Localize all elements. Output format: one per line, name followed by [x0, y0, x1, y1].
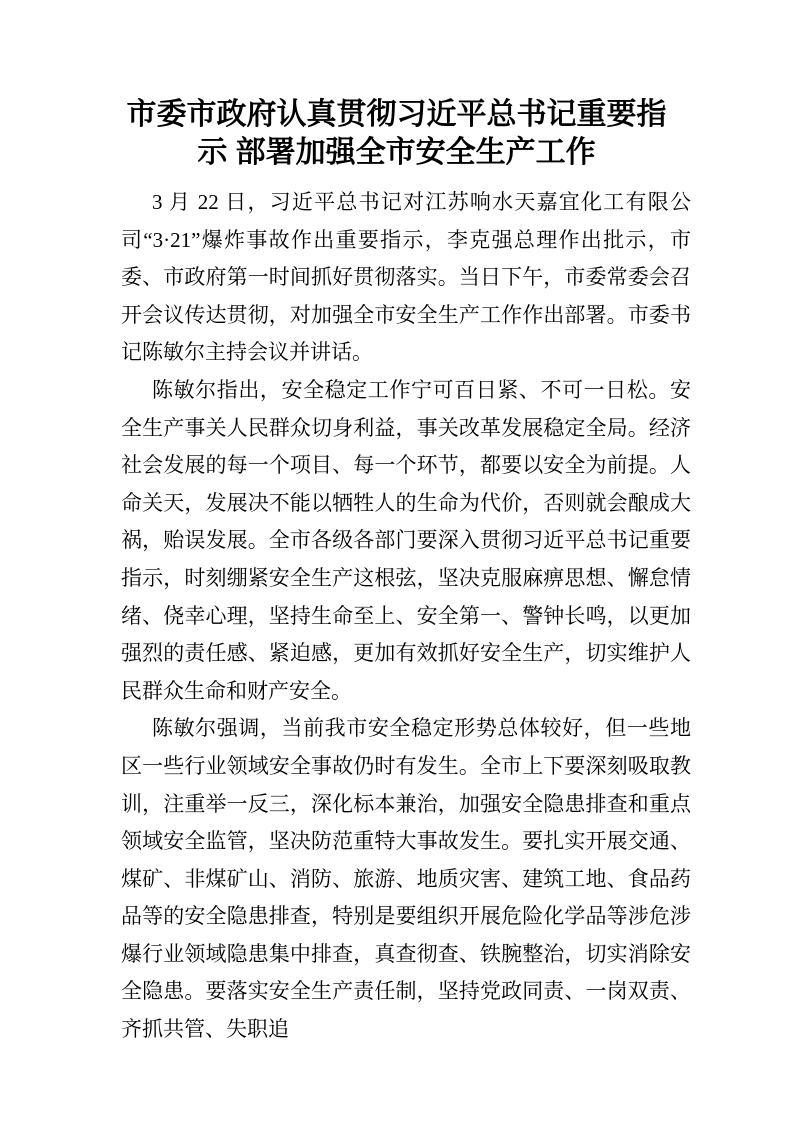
document-title: 市委市政府认真贯彻习近平总书记重要指示 部署加强全市安全生产工作 — [126, 98, 667, 169]
paragraph-3-truncated: 陈敏尔强调，当前我市安全稳定形势总体较好，但一些地区一些行业领域安全事故仍时有发生。全市上下要深刻吸取教训，注重举一反三，深化标本兼治，加强安全隐患排查和重点领域安全监管，坚决防范重特大事故发生。要扎实开展交通、煤矿、非煤矿山、消防、旅游、地质灾害、建筑工地、食品药品等的安全隐患排查，特别是要组织开展危险化学品等涉危涉爆行业领域隐患集中排查，真查彻查、铁腕整治，切实消除安全隐患。要落实安全生产责任制，坚持党政同责、一岗双责、齐抓共管、失职追 — [121, 716, 691, 1042]
paragraph-1: 3 月 22 日，习近平总书记对江苏响水天嘉宜化工有限公司“3·21”爆炸事故作出重要指示，李克强总理作出批示，市委、市政府第一时间抓好贯彻落实。当日下午，市委常委会召开会议传达贯彻，对加强全市安全生产工作作出部署。市委书记陈敏尔主持会议并讲话。 — [121, 190, 691, 365]
paragraph-2: 陈敏尔指出，安全稳定工作宁可百日紧、不可一日松。安全生产事关人民群众切身利益，事关改革发展稳定全局。经济社会发展的每一个项目、每一个环节，都要以安全为前提。人命关天，发展决不能以牺牲人的生命为代价，否则就会酿成大祸，贻误发展。全市各级各部门要深入贯彻习近平总书记重要指示，时刻绷紧安全生产这根弦，坚决克服麻痹思想、懈怠情绪、侥幸心理，坚持生命至上、安全第一、警钟长鸣，以更加强烈的责任感、紧迫感，更加有效抓好安全生产，切实维护人民群众生命和财产安全。 — [121, 377, 691, 703]
document-body — [121, 184, 691, 1049]
